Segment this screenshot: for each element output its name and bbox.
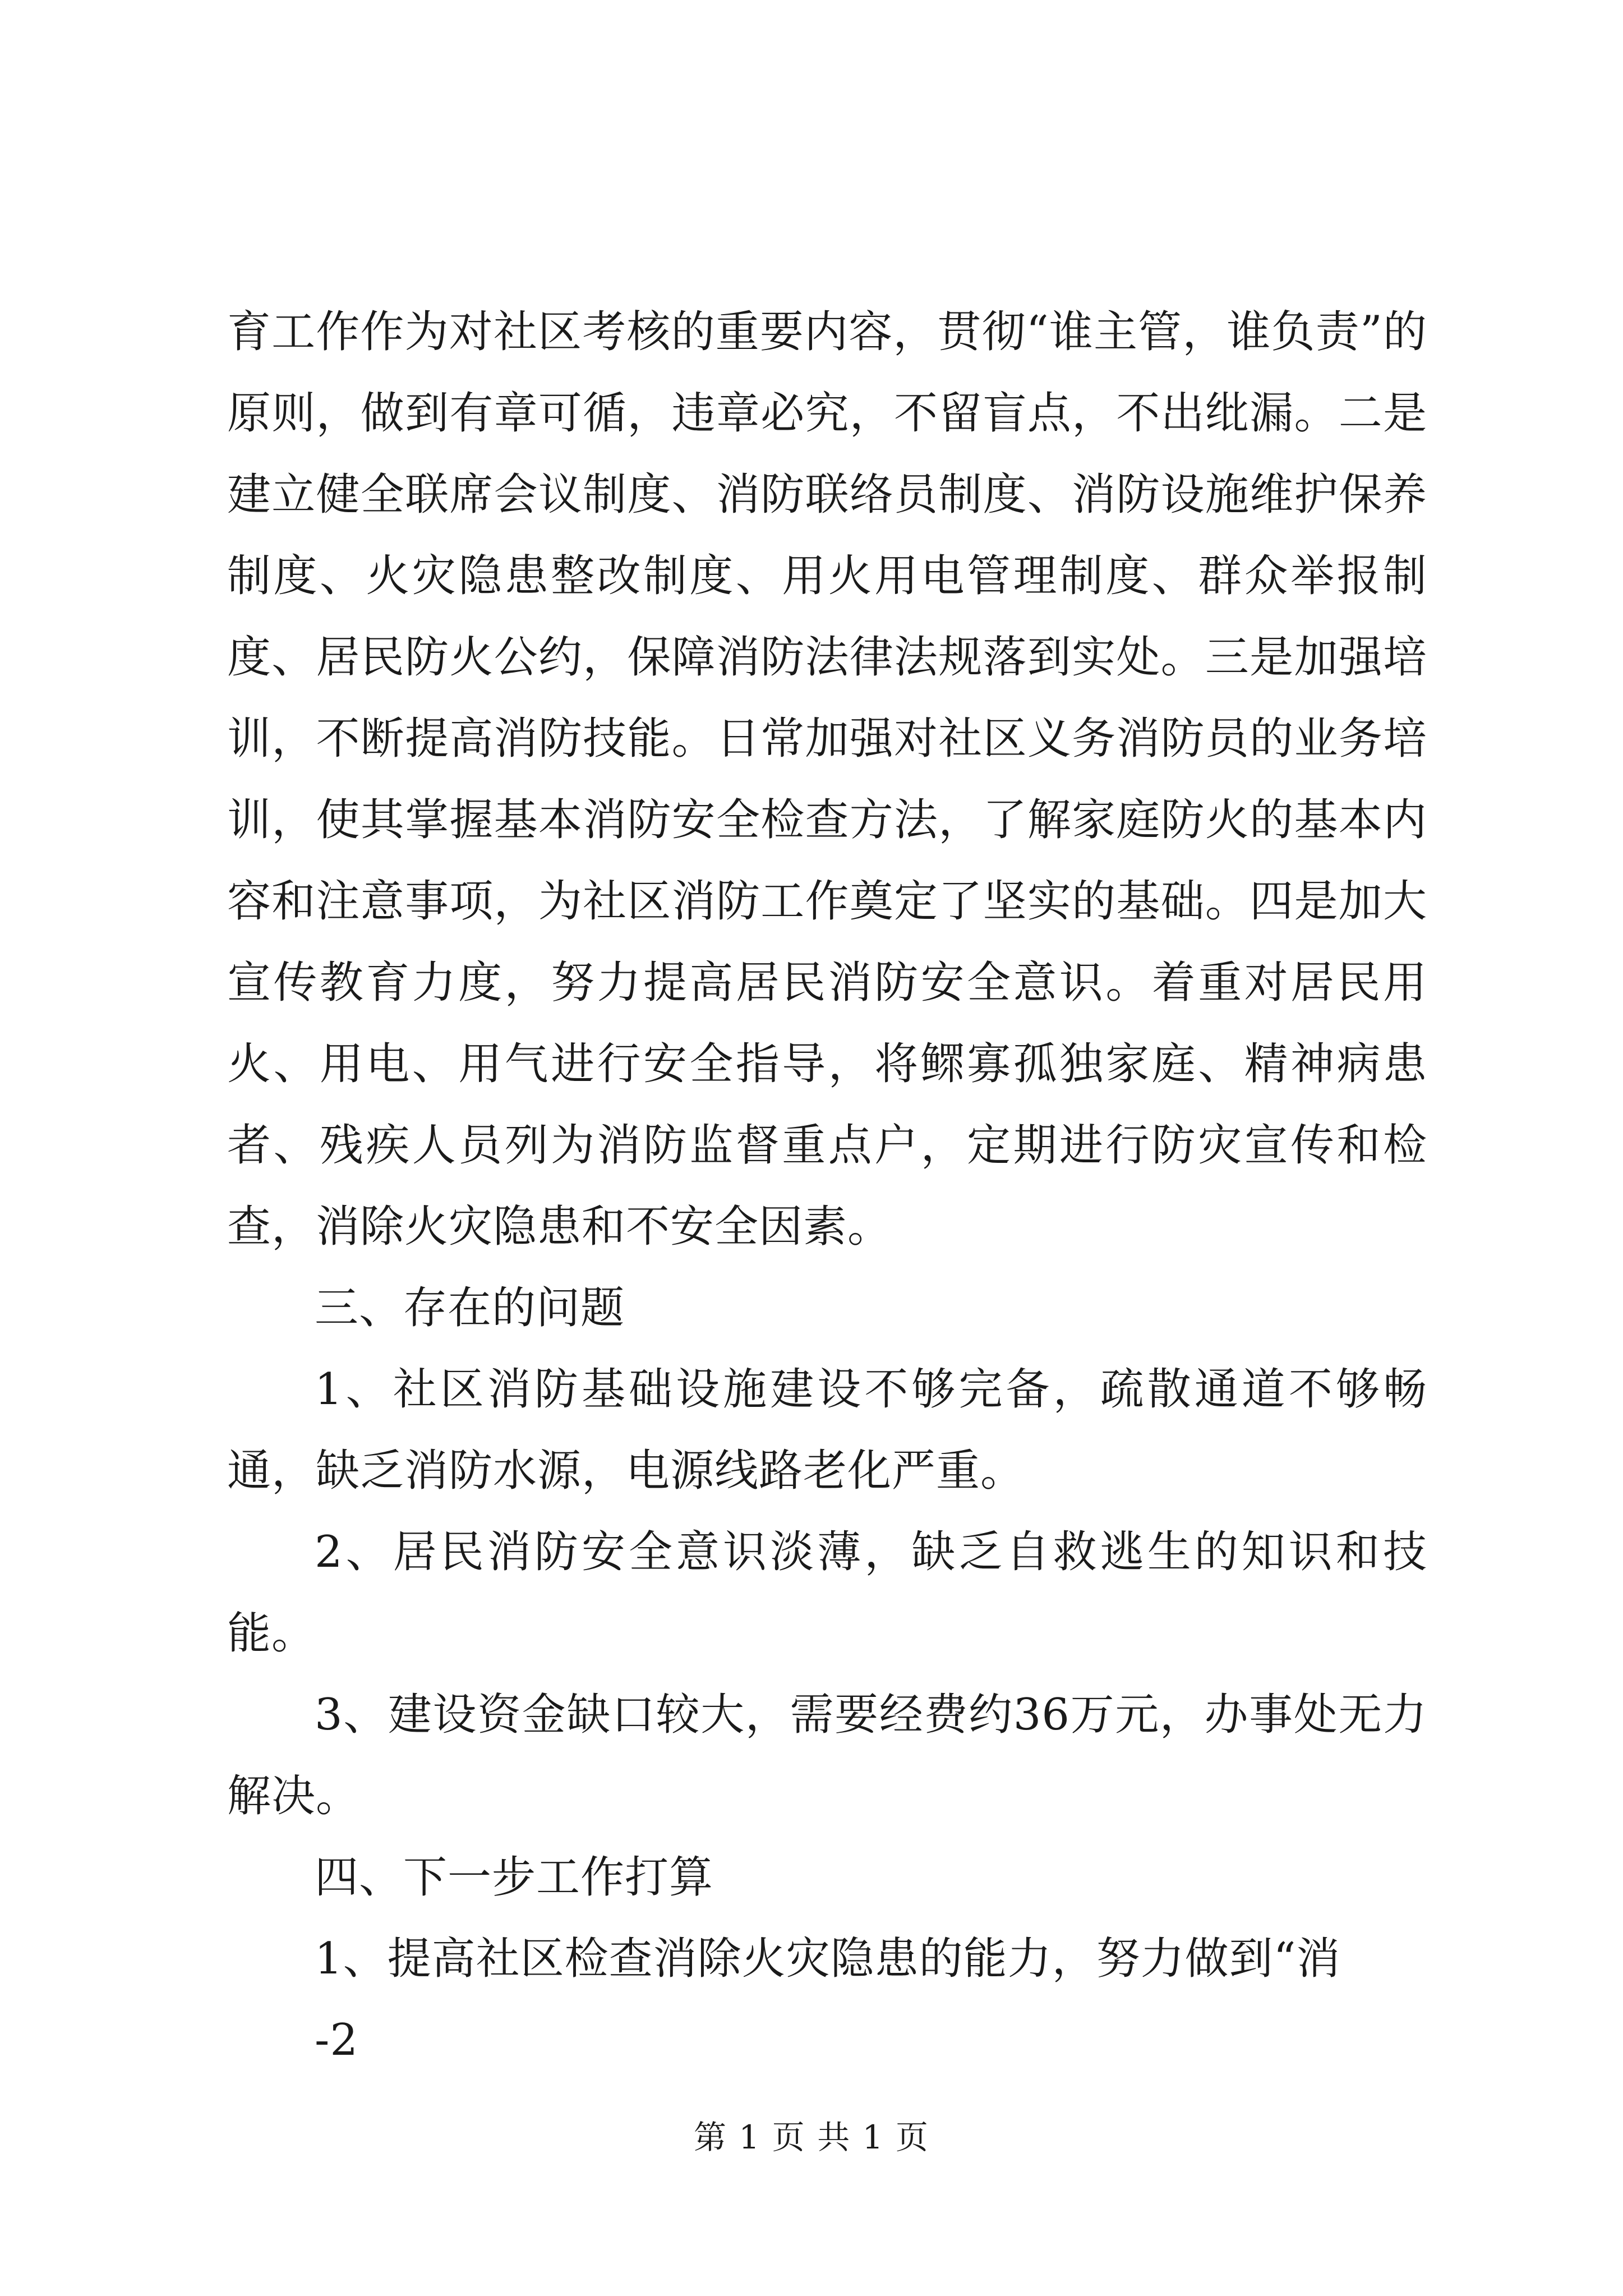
paragraph-measures: 育工作作为对社区考核的重要内容，贯彻“谁主管，谁负责”的原则，做到有章可循，违章必究，不留盲点，不出纰漏。二是建立健全联席会议制度、消防联络员制度、消防设施维护保养制度、火灾隐患整改制度、用火用电管理制度、群众举报制度、居民防火公约，保障消防法律法规落到实处。三是加强培训，不断提高消防技能。日常加强对社区义务消防员的业务培训，使其掌握基本消防安全检查方法，了解家庭防火的基本内容和注意事项，为社区消防工作奠定了坚实的基础。四是加大宣传教育力度，努力提高居民消防安全意识。着重对居民用火、用电、用气进行安全指导，将鳏寡孤独家庭、精神病患者、残疾人员列为消防监督重点户，定期进行防灾宣传和检查，消除火灾隐患和不安全因素。 <box>227 307 1427 1252</box>
next-step-item-1: 1、提高社区检查消除火灾隐患的能力，努力做到“消 <box>315 1934 1341 1984</box>
inline-page-marker: -2 <box>315 2015 358 2065</box>
section-heading-next-steps: 四、下一步工作打算 <box>315 1852 714 1903</box>
section-heading-problems: 三、存在的问题 <box>315 1283 625 1333</box>
problem-item-3: 3、建设资金缺口较大，需要经费约36万元，办事处无力解决。 <box>227 1690 1427 1821</box>
document-body <box>227 292 1427 2081</box>
problem-item-2: 2、居民消防安全意识淡薄，缺乏自救逃生的知识和技能。 <box>227 1527 1427 1659</box>
problem-item-1: 1、社区消防基础设施建设不够完备，疏散通道不够畅通，缺乏消防水源，电源线路老化严重。 <box>227 1364 1427 1496</box>
page-footer: 第 1 页 共 1 页 <box>694 2118 929 2156</box>
